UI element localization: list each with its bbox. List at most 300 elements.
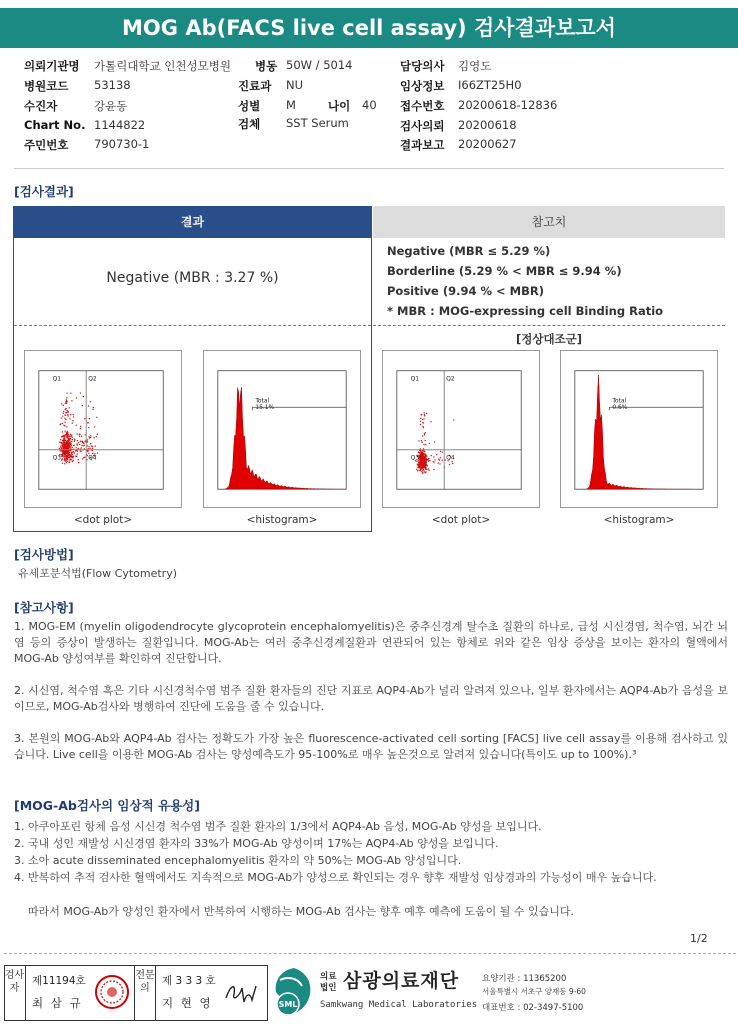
dot-plot-event bbox=[64, 447, 65, 448]
utility-5: 따라서 MOG-Ab가 양성인 환자에서 반복하여 시행하는 MOG-Ab 검사는 향후 예후 예측에 도움이 될 수 있습니다. bbox=[28, 905, 575, 918]
control-quad-q2: Q2 bbox=[446, 376, 455, 383]
org-address: 서울특별시 서초구 양재동 9-60 bbox=[482, 987, 586, 996]
dot-plot-event bbox=[423, 467, 424, 468]
control-histogram-fill bbox=[575, 375, 703, 489]
dot-plot-event bbox=[423, 466, 424, 467]
dot-plot-event bbox=[68, 447, 69, 448]
dot-plot-event bbox=[428, 469, 429, 470]
control-dot-plot bbox=[382, 350, 540, 508]
dot-plot-event bbox=[62, 458, 63, 459]
result-header: 결과 bbox=[13, 206, 372, 238]
request-label: 검사의뢰 bbox=[400, 119, 445, 133]
dot-plot-event bbox=[60, 446, 61, 447]
dot-plot-event bbox=[424, 434, 425, 435]
dot-plot-event bbox=[90, 443, 91, 444]
dot-plot-event bbox=[63, 405, 64, 406]
dot-plot-event bbox=[419, 465, 420, 466]
dot-plot-event bbox=[76, 424, 77, 425]
divider bbox=[14, 168, 724, 169]
sex-value: M bbox=[286, 98, 296, 112]
dot-plot-event bbox=[72, 461, 73, 462]
dot-plot-event bbox=[64, 438, 65, 439]
dot-plot-event bbox=[71, 445, 72, 446]
dot-plot-event bbox=[80, 428, 81, 429]
dot-plot-event bbox=[77, 451, 78, 452]
quad-label-q3: Q3 bbox=[52, 455, 62, 462]
dot-plot-event bbox=[69, 418, 70, 419]
dot-plot-event bbox=[59, 442, 60, 443]
dot-plot-event bbox=[422, 465, 423, 466]
dot-plot-event bbox=[61, 456, 62, 457]
dot-plot-event bbox=[70, 447, 71, 448]
note-1: 1. MOG-EM (myelin oligodendrocyte glycoprotein encephalomyelitis)은 중추신경계 탈수초 질환의 하나로, 급성 시신경염, 척수염, 뇌간 뇌염 등의 증상이 발생하는 질환입니다. MOG-Ab는 여러 중추신경계질환과 연관되어 있는 항체로 위와 같은 임상 증상을 보이는 환자의 혈액에서 MOG-Ab 양성여부를 확인하여 진단합니다. bbox=[14, 620, 728, 665]
inspector-name: 최 삼 규 bbox=[32, 996, 83, 1010]
dot-plot-event bbox=[88, 427, 89, 428]
dot-plot-event bbox=[66, 402, 67, 403]
quad-label-q4: Q4 bbox=[88, 455, 97, 462]
dot-plot-event bbox=[421, 454, 422, 455]
dot-plot-event bbox=[97, 434, 98, 435]
dot-plot-event bbox=[61, 448, 62, 449]
dot-plot-event bbox=[420, 424, 421, 425]
dot-plot-event bbox=[420, 460, 421, 461]
control-label: [정상대조군] bbox=[515, 332, 583, 346]
dot-plot-event bbox=[442, 451, 443, 452]
dot-plot-event bbox=[76, 447, 77, 448]
dot-plot-event bbox=[66, 410, 67, 411]
dot-plot-event bbox=[64, 435, 65, 436]
control-hist-total: Total bbox=[612, 398, 627, 405]
seal-icon bbox=[94, 974, 130, 1010]
dot-plot-event bbox=[417, 465, 418, 466]
org-prefix: 의료법인 bbox=[320, 972, 337, 993]
note-2: 2. 시신염, 척수염 혹은 기타 시신경척수염 범주 질환 환자들의 진단 지표로 AQP4-Ab가 널리 알려져 있으나, 일부 환자에서는 AQP4-Ab가 음성을 보이므로, MOG-Ab검사와 병행하여 진단에 도움을 줄 수 있습니다. bbox=[14, 684, 728, 713]
dot-plot-event bbox=[69, 462, 70, 463]
dot-plot-event bbox=[72, 447, 73, 448]
dot-plot-event bbox=[62, 445, 63, 446]
dot-plot-event bbox=[77, 433, 78, 434]
dot-plot-event bbox=[425, 467, 426, 468]
id-value: 790730-1 bbox=[94, 137, 150, 151]
dot-plot-event bbox=[84, 418, 85, 419]
dot-plot-event bbox=[66, 412, 67, 413]
ref-divider bbox=[373, 325, 725, 326]
dot-plot-event bbox=[66, 462, 67, 463]
dot-plot-event bbox=[88, 405, 89, 406]
dot-plot-event bbox=[422, 426, 423, 427]
dot-plot-event bbox=[61, 436, 62, 437]
id-label: 주민번호 bbox=[24, 138, 69, 152]
inspector-label: 검사자 bbox=[4, 965, 26, 1021]
dot-plot-event bbox=[67, 437, 68, 438]
dot-plot-event bbox=[422, 435, 423, 436]
dot-plot-event bbox=[419, 452, 420, 453]
dot-plot-event bbox=[91, 445, 92, 446]
dot-plot-event bbox=[423, 462, 424, 463]
dot-plot-event bbox=[63, 456, 64, 457]
dot-plot-event bbox=[420, 470, 421, 471]
dot-plot-event bbox=[418, 440, 419, 441]
dot-plot-event bbox=[78, 459, 79, 460]
dot-plot-event bbox=[65, 434, 66, 435]
dot-plot-event bbox=[68, 441, 69, 442]
dot-plot-event bbox=[72, 420, 73, 421]
dot-plot-event bbox=[69, 444, 70, 445]
dot-plot-event bbox=[62, 423, 63, 424]
dot-plot-event bbox=[64, 454, 65, 455]
ref-positive: Positive (9.94 % < MBR) bbox=[387, 284, 544, 298]
dot-plot-event bbox=[63, 440, 64, 441]
accession-label: 접수번호 bbox=[400, 99, 445, 113]
org-english: Samkwang Medical Laboratories bbox=[320, 1000, 478, 1010]
dot-plot-event bbox=[95, 445, 96, 446]
note-3: 3. 본원의 MOG-Ab와 AQP4-Ab 검사는 정확도가 가장 높은 fluorescence-activated cell sorting [FACS] live cell assay를 이용해 검사하고 있습니다. Live cell을 이용한 MOG-Ab 검사는 양성예측도가 95-100%로 매우 높은것으로 알려져 있습니다(특이도 up to 100%).³ bbox=[14, 732, 728, 761]
institution-code: 요양기관 : 11365200 bbox=[482, 974, 567, 984]
dot-plot-event bbox=[75, 455, 76, 456]
dot-plot-event bbox=[82, 441, 83, 442]
dot-plot-event bbox=[92, 409, 93, 410]
request-value: 20200618 bbox=[458, 118, 517, 132]
dot-plot-event bbox=[433, 461, 434, 462]
org-name: 삼광의료재단 bbox=[343, 970, 460, 992]
result-date-label: 결과보고 bbox=[400, 138, 445, 152]
dot-plot-event bbox=[78, 448, 79, 449]
dot-plot-event bbox=[418, 469, 419, 470]
dot-plot-event bbox=[65, 455, 66, 456]
method-title: [검사방법] bbox=[14, 547, 74, 562]
dot-plot-event bbox=[428, 468, 429, 469]
dot-plot-event bbox=[88, 436, 89, 437]
dot-plot-event bbox=[68, 433, 69, 434]
code-label: 병원코드 bbox=[24, 79, 69, 93]
patient-value: 강윤동 bbox=[94, 99, 128, 113]
dot-plot-event bbox=[424, 451, 425, 452]
dot-plot-event bbox=[425, 444, 426, 445]
dot-plot-event bbox=[440, 457, 441, 458]
dot-plot-event bbox=[66, 426, 67, 427]
dot-plot-event bbox=[420, 418, 421, 419]
dot-plot-event bbox=[87, 445, 88, 446]
patient-hist-pct: 15.1% bbox=[255, 405, 275, 412]
dot-plot-event bbox=[449, 464, 450, 465]
dot-plot-event bbox=[64, 409, 65, 410]
dot-plot-event bbox=[452, 463, 453, 464]
dot-plot-event bbox=[60, 445, 61, 446]
utility-4: 4. 반복하여 추적 검사한 혈액에서도 지속적으로 MOG-Ab가 양성으로 확인되는 경우 향후 재발성 임상경과의 가능성이 매우 높습니다. bbox=[14, 871, 657, 884]
dot-plot-event bbox=[70, 455, 71, 456]
control-dot-cloud bbox=[415, 412, 455, 474]
patient-dot-plot bbox=[24, 350, 182, 508]
dot-plot-event bbox=[63, 424, 64, 425]
doctor-value: 김영도 bbox=[458, 59, 492, 73]
chart-label: Chart No. bbox=[24, 118, 86, 132]
dot-plot-event bbox=[61, 443, 62, 444]
dot-plot-event bbox=[80, 441, 81, 442]
dot-plot-event bbox=[62, 463, 63, 464]
dot-plot-event bbox=[73, 414, 74, 415]
dot-plot-event bbox=[69, 407, 70, 408]
result-divider bbox=[14, 325, 371, 326]
dot-plot-event bbox=[73, 445, 74, 446]
dept-value: NU bbox=[286, 78, 304, 92]
dot-plot-event bbox=[92, 446, 93, 447]
dot-plot-event bbox=[79, 444, 80, 445]
dot-plot-event bbox=[423, 444, 424, 445]
doctor-label: 담당의사 bbox=[400, 59, 445, 73]
dot-plot-event bbox=[77, 453, 78, 454]
patient-histogram bbox=[203, 350, 361, 508]
dot-plot-event bbox=[422, 419, 423, 420]
dot-plot-event bbox=[424, 453, 425, 454]
dot-plot-event bbox=[61, 403, 62, 404]
dot-plot-event bbox=[77, 440, 78, 441]
dot-plot-event bbox=[64, 414, 65, 415]
dot-plot-event bbox=[70, 438, 71, 439]
dot-plot-event bbox=[60, 439, 61, 440]
control-histogram-caption: <histogram> bbox=[603, 514, 675, 526]
dot-plot-event bbox=[418, 462, 419, 463]
dot-plot-event bbox=[65, 450, 66, 451]
dot-plot-event bbox=[67, 433, 68, 434]
dot-plot-event bbox=[81, 447, 82, 448]
dot-plot-event bbox=[66, 397, 67, 398]
ref-borderline: Borderline (5.29 % < MBR ≤ 9.94 %) bbox=[387, 264, 622, 278]
utility-1: 1. 아쿠아포린 항체 음성 시신경 척수염 범주 질환 환자의 1/3에서 AQP4-Ab 음성, MOG-Ab 양성을 보입니다. bbox=[14, 820, 542, 833]
dot-plot-event bbox=[67, 411, 68, 412]
dot-plot-event bbox=[72, 439, 73, 440]
dot-plot-event bbox=[62, 431, 63, 432]
utility-3: 3. 소아 acute disseminated encephalomyelitis 환자의 약 50%는 MOG-Ab 양성입니다. bbox=[14, 854, 462, 867]
dot-plot-event bbox=[453, 419, 454, 420]
code-value: 53138 bbox=[94, 78, 131, 92]
dot-plot-event bbox=[73, 416, 74, 417]
dot-plot-event bbox=[82, 458, 83, 459]
dot-plot-event bbox=[67, 452, 68, 453]
dot-plot-event bbox=[421, 440, 422, 441]
utility-2: 2. 국내 성인 재발성 시신경염 환자의 33%가 MOG-Ab 양성이며 17%는 AQP4-Ab 양성을 보입니다. bbox=[14, 837, 499, 850]
dot-plot-event bbox=[417, 467, 418, 468]
dot-plot-event bbox=[423, 469, 424, 470]
dot-plot-event bbox=[442, 459, 443, 460]
dot-plot-event bbox=[425, 432, 426, 433]
dot-plot-event bbox=[424, 440, 425, 441]
dot-plot-event bbox=[421, 414, 422, 415]
dot-plot-event bbox=[67, 440, 68, 441]
dot-plot-event bbox=[421, 450, 422, 451]
dot-plot-event bbox=[61, 442, 62, 443]
result-value: Negative (MBR : 3.27 %) bbox=[106, 270, 279, 286]
dot-plot-event bbox=[88, 453, 89, 454]
dot-plot-event bbox=[72, 422, 73, 423]
dot-plot-event bbox=[431, 455, 432, 456]
dot-plot-event bbox=[422, 456, 423, 457]
dot-plot-event bbox=[88, 446, 89, 447]
dot-plot-event bbox=[424, 458, 425, 459]
dot-plot-event bbox=[71, 400, 72, 401]
dot-plot-event bbox=[422, 473, 423, 474]
dot-plot-event bbox=[433, 456, 434, 457]
dot-plot-event bbox=[90, 435, 91, 436]
dot-plot-event bbox=[72, 452, 73, 453]
dot-plot-event bbox=[81, 445, 82, 446]
dot-plot-event bbox=[64, 455, 65, 456]
dot-plot-event bbox=[429, 443, 430, 444]
dot-plot-event bbox=[425, 472, 426, 473]
dot-plot-event bbox=[423, 453, 424, 454]
dot-plot-event bbox=[87, 422, 88, 423]
sml-logo-text: SML bbox=[278, 1000, 298, 1009]
dot-plot-event bbox=[430, 421, 431, 422]
dot-plot-event bbox=[65, 443, 66, 444]
notes-title: [참고사항] bbox=[14, 600, 74, 615]
dot-plot-event bbox=[76, 443, 77, 444]
dot-plot-event bbox=[75, 450, 76, 451]
dot-plot-event bbox=[69, 442, 70, 443]
dot-plot-event bbox=[422, 459, 423, 460]
control-quad-q1: Q1 bbox=[410, 376, 420, 383]
dot-plot-event bbox=[427, 459, 428, 460]
dot-plot-event bbox=[417, 470, 418, 471]
dot-plot-event bbox=[80, 392, 81, 393]
dot-plot-event bbox=[92, 453, 93, 454]
ward-label: 병동 bbox=[255, 59, 278, 73]
dot-plot-event bbox=[68, 453, 69, 454]
clinical-label: 임상정보 bbox=[400, 79, 445, 93]
dot-plot-event bbox=[60, 423, 61, 424]
dot-plot-event bbox=[422, 462, 423, 463]
dot-plot-event bbox=[72, 437, 73, 438]
dot-plot-event bbox=[93, 407, 94, 408]
clinical-value: I66ZT25H0 bbox=[458, 78, 522, 92]
quad-label-q2: Q2 bbox=[88, 376, 97, 383]
dot-plot-event bbox=[63, 411, 64, 412]
dot-plot-event bbox=[70, 434, 71, 435]
dot-plot-event bbox=[96, 417, 97, 418]
dot-plot-event bbox=[426, 413, 427, 414]
dot-plot-event bbox=[426, 469, 427, 470]
dot-plot-event bbox=[87, 441, 88, 442]
dot-plot-event bbox=[72, 454, 73, 455]
dot-plot-event bbox=[422, 463, 423, 464]
dot-plot-event bbox=[420, 456, 421, 457]
dot-plot-event bbox=[74, 441, 75, 442]
control-quad-q4: Q4 bbox=[446, 455, 455, 462]
control-histogram bbox=[560, 350, 718, 508]
verifier-name: 지 현 영 bbox=[162, 996, 213, 1010]
specimen-value: SST Serum bbox=[286, 116, 349, 130]
dot-plot-event bbox=[82, 405, 83, 406]
control-quad-q3: Q3 bbox=[410, 455, 420, 462]
dept-label: 진료과 bbox=[238, 79, 272, 93]
hospital-value: 가톨릭대학교 인천성모병원 bbox=[94, 59, 231, 73]
dot-plot-event bbox=[64, 422, 65, 423]
dot-plot-event bbox=[93, 437, 94, 438]
dot-plot-event bbox=[421, 442, 422, 443]
dot-plot-event bbox=[433, 469, 434, 470]
dot-plot-event bbox=[427, 465, 428, 466]
dot-plot-event bbox=[65, 419, 66, 420]
inspector-number: 제11194호 bbox=[32, 975, 86, 987]
dot-plot-event bbox=[89, 448, 90, 449]
dot-plot-event bbox=[420, 463, 421, 464]
sex-label: 성별 bbox=[238, 99, 261, 113]
dot-plot-event bbox=[70, 443, 71, 444]
dot-plot-event bbox=[424, 414, 425, 415]
dot-plot-event bbox=[64, 417, 65, 418]
dot-plot-event bbox=[74, 439, 75, 440]
dot-plot-event bbox=[68, 450, 69, 451]
method-text: 유세포분석법(Flow Cytometry) bbox=[18, 567, 178, 580]
dot-plot-event bbox=[428, 460, 429, 461]
results-section-title: [검사결과] bbox=[14, 184, 74, 199]
verifier-label: 전문의 bbox=[134, 965, 156, 1021]
accession-value: 20200618-12836 bbox=[458, 98, 558, 112]
dot-plot-event bbox=[424, 433, 425, 434]
dot-plot-event bbox=[70, 436, 71, 437]
dot-plot-event bbox=[70, 458, 71, 459]
dot-plot-event bbox=[62, 415, 63, 416]
dot-plot-event bbox=[87, 448, 88, 449]
ref-negative: Negative (MBR ≤ 5.29 %) bbox=[387, 244, 551, 258]
dot-plot-event bbox=[92, 448, 93, 449]
dot-plot-event bbox=[78, 442, 79, 443]
org-phone: 대표번호 : 02-3497-5100 bbox=[482, 1003, 584, 1013]
page-number: 1/2 bbox=[690, 932, 708, 945]
dot-plot-event bbox=[83, 445, 84, 446]
dot-plot-event bbox=[76, 456, 77, 457]
dot-plot-event bbox=[90, 401, 91, 402]
control-hist-pct: 0.6% bbox=[612, 405, 628, 412]
dot-plot-event bbox=[67, 461, 68, 462]
dot-plot-event bbox=[66, 435, 67, 436]
dot-plot-event bbox=[71, 441, 72, 442]
dot-plot-event bbox=[423, 418, 424, 419]
dot-plot-event bbox=[439, 463, 440, 464]
hospital-label: 의뢰기관명 bbox=[24, 59, 80, 73]
specimen-label: 검체 bbox=[238, 117, 261, 131]
chart-value: 1144822 bbox=[94, 118, 146, 132]
dot-plot-event bbox=[67, 459, 68, 460]
utility-title: [MOG-Ab검사의 임상적 유용성] bbox=[14, 798, 200, 813]
ward-value: 50W / 5014 bbox=[286, 58, 353, 72]
dot-plot-event bbox=[72, 457, 73, 458]
signature-icon bbox=[222, 976, 260, 1008]
dot-plot-event bbox=[416, 469, 417, 470]
dot-plot-event bbox=[67, 414, 68, 415]
patient-hist-total: Total bbox=[255, 398, 270, 405]
dot-plot-event bbox=[68, 436, 69, 437]
dot-plot-event bbox=[89, 437, 90, 438]
dot-plot-event bbox=[420, 468, 421, 469]
footer-divider bbox=[4, 953, 736, 954]
dot-plot-event bbox=[94, 426, 95, 427]
dot-plot-event bbox=[425, 465, 426, 466]
dot-plot-event bbox=[429, 460, 430, 461]
control-dot-caption: <dot plot> bbox=[431, 514, 491, 526]
dot-plot-event bbox=[63, 442, 64, 443]
dot-plot-event bbox=[425, 460, 426, 461]
sml-logo-icon bbox=[272, 966, 316, 1020]
dot-plot-event bbox=[66, 447, 67, 448]
dot-plot-event bbox=[70, 392, 71, 393]
dot-plot-event bbox=[66, 401, 67, 402]
reference-header: 참고치 bbox=[373, 206, 725, 238]
dot-plot-event bbox=[83, 443, 84, 444]
age-label: 나이 bbox=[328, 99, 351, 113]
dot-plot-event bbox=[422, 450, 423, 451]
patient-label: 수진자 bbox=[24, 99, 58, 113]
dot-plot-event bbox=[421, 452, 422, 453]
